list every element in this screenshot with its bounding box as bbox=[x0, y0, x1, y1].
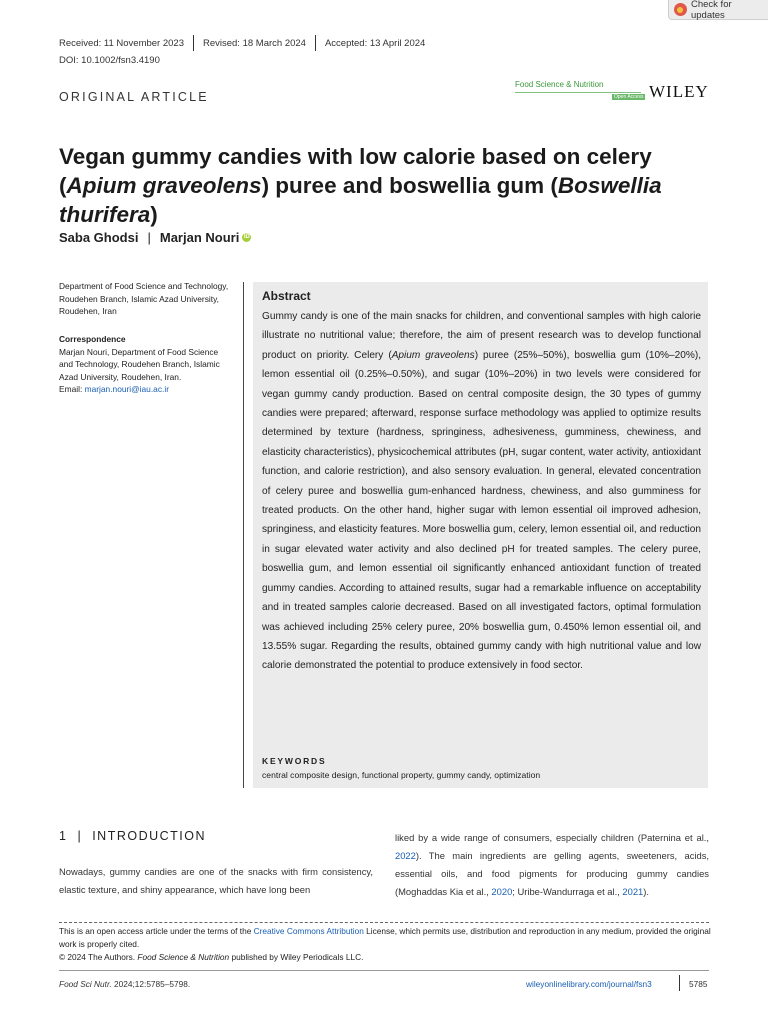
footer-divider bbox=[59, 970, 709, 971]
email-label: Email: bbox=[59, 384, 85, 395]
affiliation: Department of Food Science and Technology, Roudehen Branch, Islamic Azad University, Roudehen, Iran bbox=[59, 281, 229, 317]
section-number: 1 bbox=[59, 829, 68, 843]
title-text: Vegan gummy candies with low calorie based on celery ( bbox=[59, 144, 652, 198]
license-text: License, which permits use, distribution and reproduction in any medium, provided the original work is properly cited. bbox=[59, 926, 711, 949]
body-text: liked by a wide range of consumers, especially children (Paternina et al., bbox=[395, 832, 709, 843]
title-species-2: Boswellia thurifera bbox=[59, 173, 662, 227]
body-text: ; Uribe-Wandurraga et al., bbox=[512, 886, 623, 897]
correspondence-block bbox=[59, 333, 229, 396]
title-species-1: Apium graveolens bbox=[66, 173, 262, 198]
article-dates bbox=[59, 35, 425, 51]
license-notice bbox=[59, 925, 719, 964]
received-date: Received: 11 November 2023 bbox=[59, 37, 184, 49]
keywords-heading: KEYWORDS bbox=[262, 756, 327, 766]
copyright-journal: Food Science & Nutrition bbox=[137, 952, 230, 962]
abstract-species: Apium graveolens bbox=[391, 349, 475, 361]
cc-license-link[interactable]: Creative Commons Attribution bbox=[253, 926, 364, 936]
journal-url[interactable]: wileyonlinelibrary.com/journal/fsn3 bbox=[526, 979, 652, 989]
doi: DOI: 10.1002/fsn3.4190 bbox=[59, 55, 160, 66]
intro-paragraph-right bbox=[395, 829, 709, 901]
correspondence-text: Marjan Nouri, Department of Food Science and Technology, Roudehen Branch, Islamic Azad University, Roudehen, Iran. bbox=[59, 346, 220, 382]
license-text: This is an open access article under the terms of the bbox=[59, 926, 254, 936]
revised-date: Revised: 18 March 2024 bbox=[202, 37, 306, 49]
reference-link[interactable]: 2022 bbox=[395, 850, 416, 861]
title-text: ) bbox=[150, 202, 158, 227]
author-name[interactable]: Saba Ghodsi bbox=[59, 230, 139, 245]
accepted-date: Accepted: 13 April 2024 bbox=[324, 37, 426, 49]
check-for-updates-label: Check for updates bbox=[690, 0, 732, 21]
journal-rule bbox=[515, 92, 641, 93]
intro-paragraph-left: Nowadays, gummy candies are one of the snacks with firm consistency, elastic texture, and shiny appearance, which have long been bbox=[59, 866, 373, 895]
orcid-icon[interactable]: iD bbox=[243, 234, 250, 240]
author-separator: | bbox=[147, 230, 151, 245]
journal-name: Food Science & Nutrition bbox=[515, 80, 604, 89]
email-link[interactable]: marjan.nouri@iau.ac.ir bbox=[84, 384, 169, 395]
publisher-logo: WILEY bbox=[649, 82, 709, 101]
keywords: central composite design, functional property, gummy candy, optimization bbox=[262, 770, 541, 780]
divider bbox=[193, 35, 194, 51]
body-text: ). bbox=[643, 886, 649, 897]
section-separator: | bbox=[77, 829, 83, 843]
reference-link[interactable]: 2020 bbox=[491, 886, 513, 897]
reference-link[interactable]: 2021 bbox=[622, 886, 644, 897]
page-number: 5785 bbox=[689, 979, 708, 989]
copyright-text: published by Wiley Periodicals LLC. bbox=[229, 952, 364, 962]
footer-separator bbox=[679, 975, 680, 991]
abstract-text: ) puree (25%–50%), boswellia gum (10%–20%), lemon essential oil (0.25%–0.50%), and sugar (10%–20%) in two levels were considered for vegan gummy candy production. Based on central composite design, the 30 types of gummy candies were prepared; afterward, response surface methodology was applied to optimize results determined by texture (hardness, springiness, adhesiveness, gumminess, chewiness, and elasticity characteristics), physicochemical attributes (pH, sugar content, water activity, antioxidant function, and calorie restriction), and also sensory evaluation. In general, elevated concentration of celery puree and boswellia gum-enhanced hardness, chewiness, and also gumminess for treated products. On the other hand, higher sugar with lemon essential oil improved adhesion, springiness, and elasticity features. More boswellia gum, celery, lemon essential oil, and reduction in sugar elevated water activity and also declined pH for treated samples. The celery puree, boswellia gum, and lemon essential oil significantly enhanced antioxidant function of treated gummy candies. According to attained results, sugar had a remarkable influence on acceptability and in treated samples calorie decreased. Based on all investigated factors, optimal formulation was achieved including 25% celery puree, 20% boswellia gum, 0.450% lemon essential oil, and 13.55% sugar. Regarding the results, obtained gummy candy with high nutritional value and low calorie demonstrated the potential to produce extensively in food sector. bbox=[262, 349, 702, 672]
correspondence-label: Correspondence bbox=[59, 334, 126, 344]
article-title bbox=[59, 142, 719, 229]
citation-journal: Food Sci Nutr. bbox=[59, 979, 112, 989]
abstract-heading: Abstract bbox=[262, 289, 311, 303]
article-type: ORIGINAL ARTICLE bbox=[59, 90, 209, 104]
title-text: ) puree and boswellia gum ( bbox=[261, 173, 558, 198]
open-access-badge: Open Access bbox=[614, 94, 644, 100]
divider bbox=[315, 35, 316, 51]
author-list bbox=[59, 230, 251, 245]
author-name[interactable]: Marjan Nouri bbox=[159, 230, 240, 245]
check-for-updates-button[interactable] bbox=[668, 0, 768, 20]
abstract-text: Gummy candy is one of the main snacks for children, and conventional samples with high calorie illustrate no nutritional value; therefore, the aim of present research was to develop functional product on priority. Celery ( bbox=[262, 311, 701, 361]
journal-url-link[interactable] bbox=[526, 979, 652, 989]
crossmark-icon bbox=[674, 3, 687, 16]
abstract-body bbox=[262, 307, 701, 676]
body-text: ). The main ingredients are gelling agents, sweeteners, acids, essential oils, and food pigments for producing gummy candies (Moghaddas Kia et al., bbox=[395, 850, 709, 897]
section-title: INTRODUCTION bbox=[92, 829, 207, 843]
section-heading bbox=[59, 829, 206, 843]
copyright-text: © 2024 The Authors. bbox=[59, 952, 138, 962]
license-divider bbox=[59, 922, 709, 923]
column-divider bbox=[243, 282, 244, 788]
citation-details: 2024;12:5785–5798. bbox=[111, 979, 191, 989]
citation bbox=[59, 979, 190, 989]
